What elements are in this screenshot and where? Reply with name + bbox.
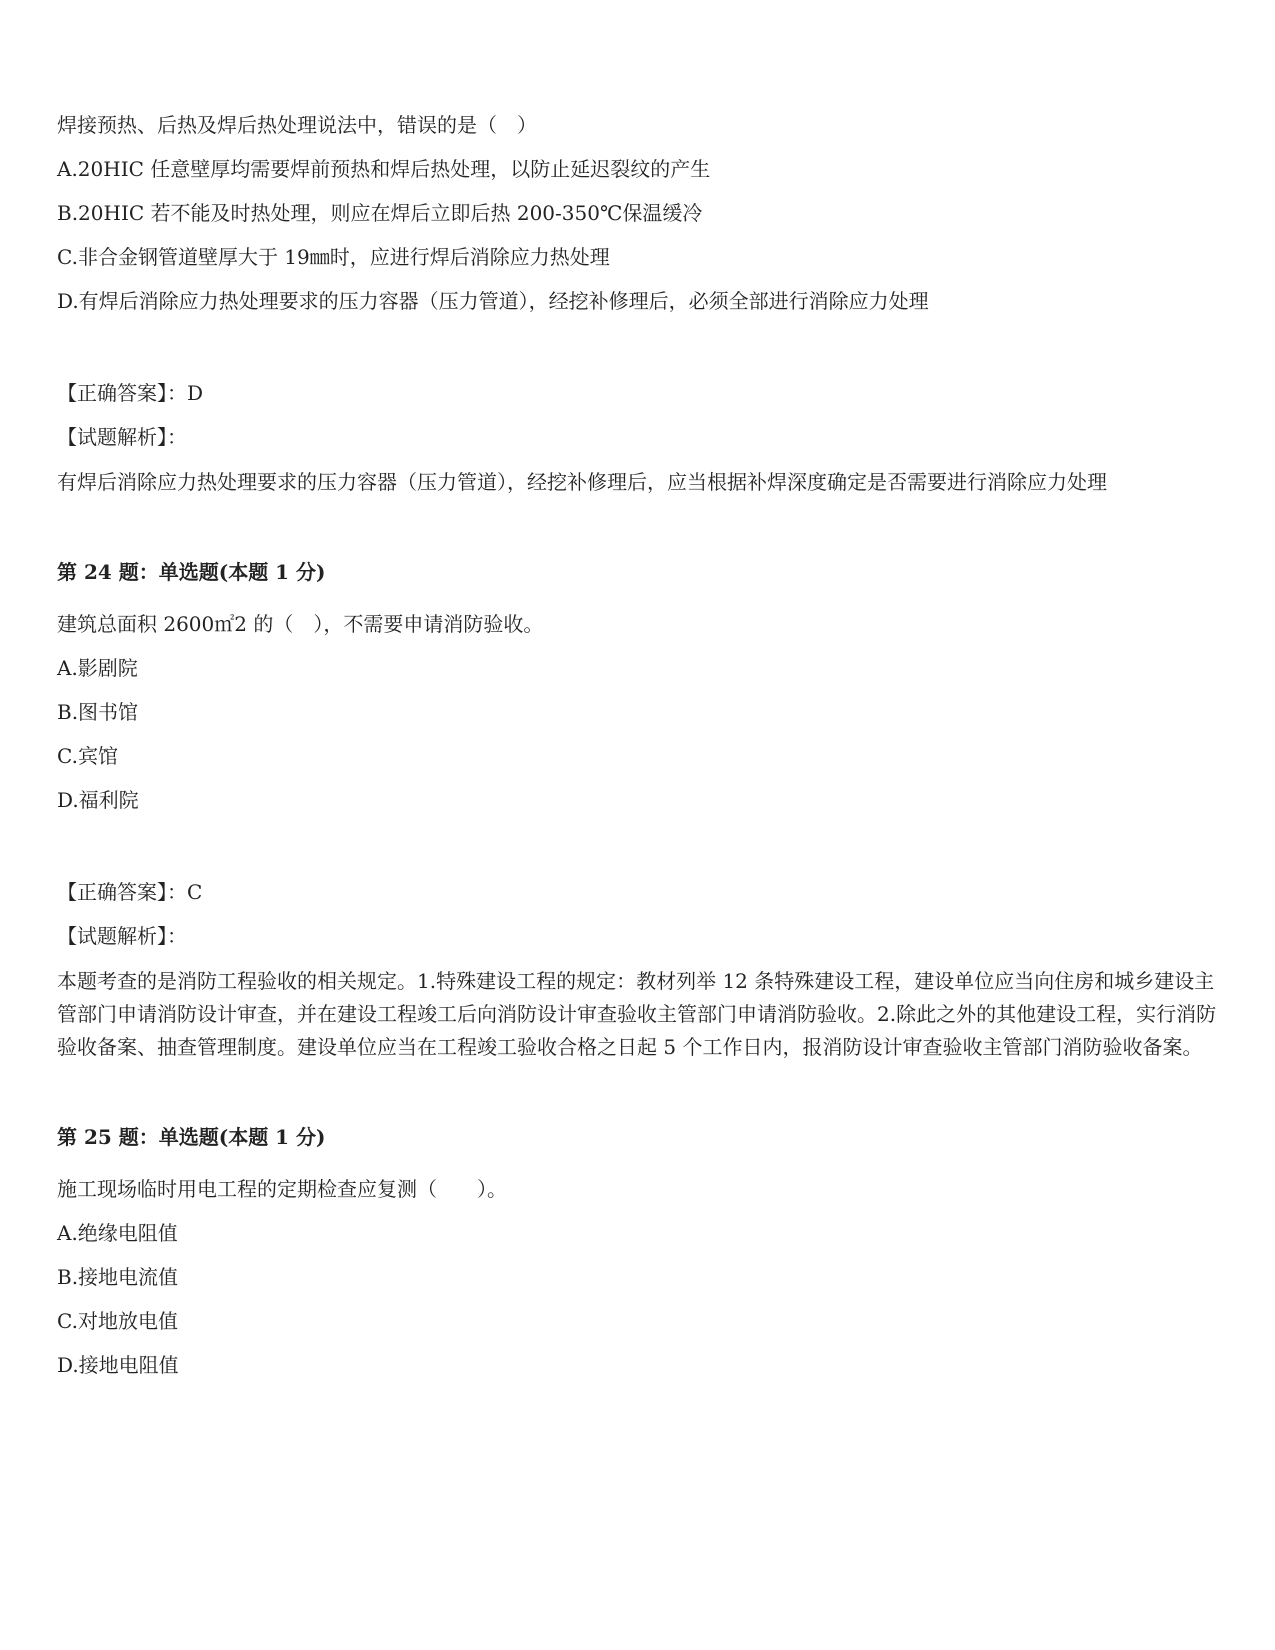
analysis-label: 【试题解析】：: [57, 425, 187, 449]
question-23: [57, 110, 1217, 499]
question-stem: 建筑总面积 2600㎡2 的（ ），不需要申请消防验收。: [57, 612, 544, 636]
analysis-label: 【试题解析】：: [57, 924, 187, 948]
option-c: C.宾馆: [57, 744, 118, 768]
option-c: C.非合金钢管道壁厚大于 19㎜时，应进行焊后消除应力热处理: [57, 245, 610, 269]
document-page: [57, 110, 1217, 1394]
correct-answer: 【正确答案】：C: [57, 880, 203, 904]
option-a: A.影剧院: [57, 656, 138, 680]
question-stem: 焊接预热、后热及焊后热处理说法中，错误的是（ ）: [57, 113, 537, 137]
option-a: A.20HIC 任意壁厚均需要焊前预热和焊后热处理，以防止延迟裂纹的产生: [57, 157, 711, 181]
option-b: B.20HIC 若不能及时热处理，则应在焊后立即后热 200-350℃保温缓冷: [57, 201, 703, 225]
question-24: [57, 557, 1217, 1064]
option-a: A.绝缘电阻值: [57, 1221, 178, 1245]
option-d: D.福利院: [57, 788, 139, 812]
option-b: B.图书馆: [57, 700, 139, 724]
question-heading: 第 24 题：单选题(本题 1 分): [57, 560, 326, 584]
question-stem: 施工现场临时用电工程的定期检查应复测（ ）。: [57, 1177, 507, 1201]
option-b: B.接地电流值: [57, 1265, 179, 1289]
option-d: D.接地电阻值: [57, 1353, 179, 1377]
option-c: C.对地放电值: [57, 1309, 178, 1333]
question-heading: 第 25 题：单选题(本题 1 分): [57, 1125, 326, 1149]
analysis-text: 本题考查的是消防工程验收的相关规定。1.特殊建设工程的规定：教材列举 12 条特殊建设工程，建设单位应当向住房和城乡建设主管部门申请消防设计审查，并在建设工程竣工后向消防设计审查验收主管部门申请消防验收。2.除此之外的其他建设工程，实行消防验收备案、抽查管理制度。建设单位应当在工程竣工验收合格之日起 5 个工作日内，报消防设计审查验收主管部门消防验收备案。: [57, 969, 1217, 1059]
question-25: [57, 1122, 1217, 1380]
option-d: D.有焊后消除应力热处理要求的压力容器（压力管道），经挖补修理后，必须全部进行消除应力处理: [57, 289, 929, 313]
correct-answer: 【正确答案】：D: [57, 381, 204, 405]
analysis-text: 有焊后消除应力热处理要求的压力容器（压力管道），经挖补修理后，应当根据补焊深度确定是否需要进行消除应力处理: [57, 470, 1107, 494]
